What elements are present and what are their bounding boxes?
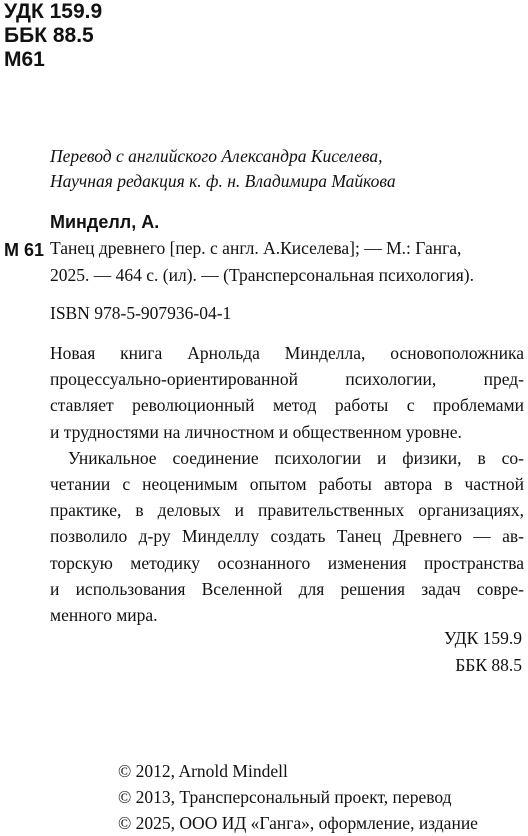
author-heading: Минделл, А. — [50, 212, 160, 232]
bibliographic-description — [50, 235, 474, 288]
translator-line: Перевод с английского Александра Киселева, — [50, 146, 383, 166]
copyright-line-2: © 2013, Трансперсональный проект, перевод — [118, 787, 452, 807]
udk-code-bottom: УДК 159.9 — [444, 628, 522, 648]
editor-line: Научная редакция к. ф. н. Владимира Майкова — [50, 171, 396, 191]
copyright-line-3: © 2025, ООО ИД «Ганга», оформление, издание — [118, 813, 478, 833]
bbk-code-bottom: ББК 88.5 — [455, 655, 522, 675]
annotation-line: ставляет революционный метод работы с проблемами — [50, 395, 524, 416]
annotation — [50, 340, 524, 628]
biblio-line-2: 2025. — 464 с. (ил). — (Трансперсональная психология). — [50, 264, 474, 285]
annotation-line: и трудностями на личностном и общественном уровне. — [50, 421, 462, 442]
annotation-line: процессуально-ориентированной психологии, пред- — [50, 369, 524, 390]
copyright-line-1: © 2012, Arnold Mindell — [118, 761, 288, 781]
translation-credits — [50, 144, 396, 194]
annotation-line: позволило д-ру Минделлу создать Танец Древнего — ав- — [50, 526, 524, 547]
annotation-line: торскую методику осознанного изменения пространства — [50, 552, 524, 573]
cutter-mark: М 61 — [4, 240, 45, 260]
annotation-line: Уникальное соединение психологии и физики, в со- — [68, 447, 524, 468]
annotation-line: практике, в деловых и правительственных организациях, — [50, 500, 524, 521]
annotation-line: и использования Вселенной для решения задач совре- — [50, 578, 524, 599]
udk-code: УДК 159.9 — [4, 0, 103, 23]
copyright-block — [118, 758, 478, 836]
isbn: ISBN 978-5-907936-04-1 — [50, 303, 232, 323]
biblio-line-1: Танец древнего [пер. с англ. А.Киселева]; — М.: Ганга, — [50, 238, 462, 258]
cutter-code: М61 — [4, 48, 45, 71]
annotation-line: менного мира. — [50, 604, 158, 625]
annotation-line: Новая книга Арнольда Минделла, основоположника — [50, 343, 524, 363]
classification-codes-bottom — [444, 625, 522, 679]
annotation-line: четании с неоценимым опытом работы автора в частной — [50, 473, 524, 494]
classification-codes-top — [4, 0, 102, 72]
bbk-code: ББК 88.5 — [4, 24, 94, 47]
